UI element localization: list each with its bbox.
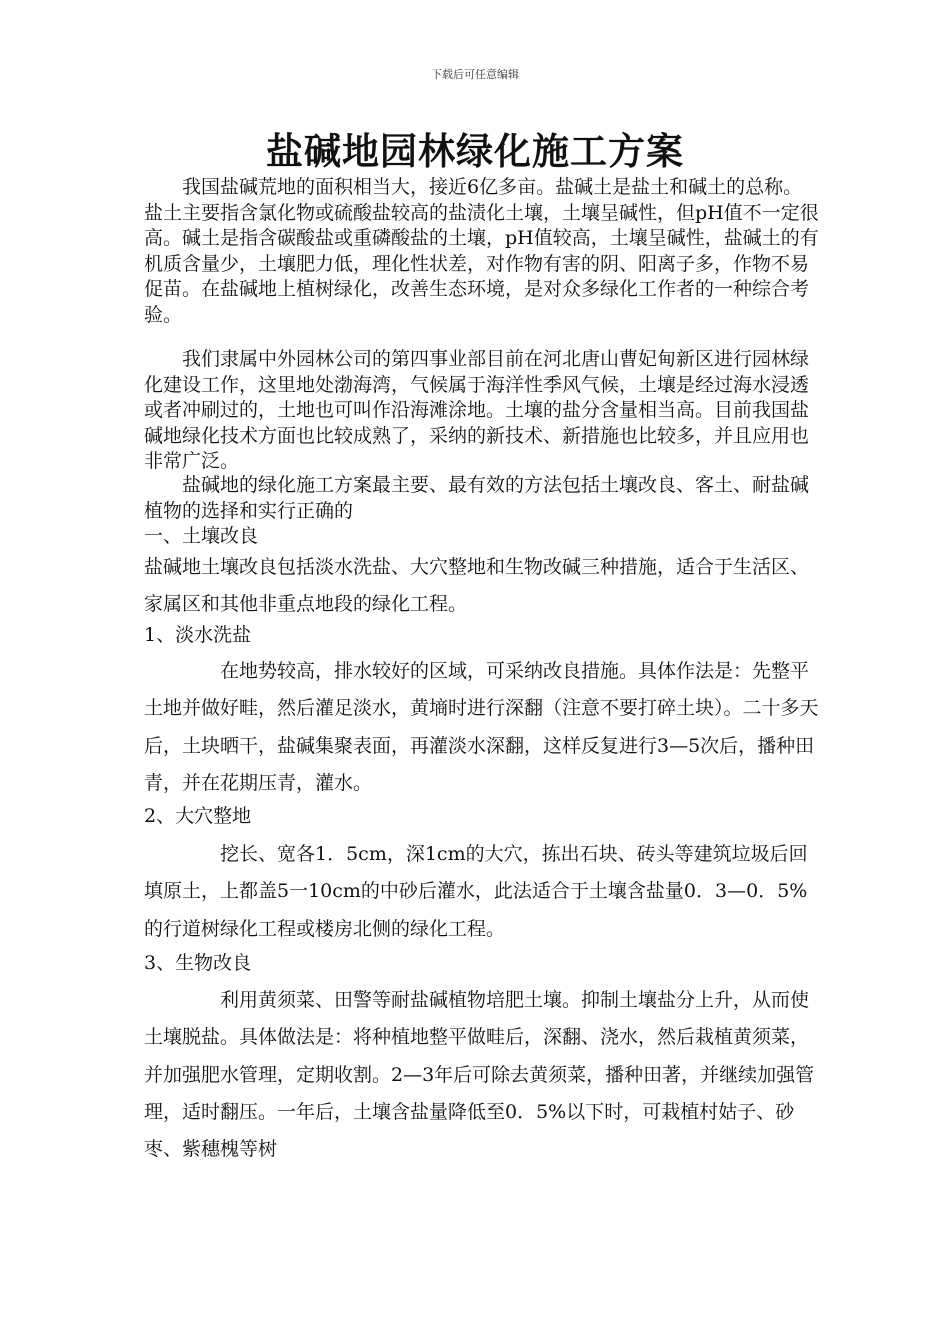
paragraph-large-pit: 挖长、宽各1．5cm，深1cm的大穴，拣出石块、砖头等建筑垃圾后回填原土，上都盖5一10cm的中砂后灌水，此法适合于土壤含盐量0．3—0．5%的行道树绿化工程或楼房北侧的绿化工程。 <box>144 843 808 940</box>
subheading-freshwater-leaching: 1、淡水洗盐 <box>144 624 252 646</box>
paragraph-methods: 盐碱地的绿化施工方案最主要、最有效的方法包括土壤改良、客土、耐盐碱植物的选择和实行正确的 <box>144 474 810 522</box>
subheading-biological-improvement: 3、生物改良 <box>144 952 252 974</box>
subheading-large-pit: 2、大穴整地 <box>144 805 252 827</box>
document-title: 盐碱地园林绿化施工方案 <box>266 129 684 173</box>
paragraph-biological-improvement: 利用黄须菜、田警等耐盐碱植物培肥土壤。抑制土壤盐分上升，从而使土壤脱盐。具体做法是：将种植地整平做畦后，深翻、浇水，然后栽植黄须菜，并加强肥水管理，定期收割。2—3年后可除去黄须菜，播种田著，并继续加强管理，适时翻压。一年后，土壤含盐量降低至0．5%以下时，可栽植村姑子、砂枣、紫穗槐等树 <box>144 989 815 1161</box>
paragraph-soil-improvement: 盐碱地土壤改良包括淡水洗盐、大穴整地和生物改碱三种措施，适合于生活区、家属区和其他非重点地段的绿化工程。 <box>144 556 810 615</box>
section-heading-soil-improvement: 一、土壤改良 <box>144 525 259 547</box>
paragraph-intro: 我国盐碱荒地的面积相当大，接近6亿多亩。盐碱土是盐土和碱土的总称。盐土主要指含氯化物或硫酸盐较高的盐渍化土壤，土壤呈碱性，但pH值不一定很高。碱土是指含碳酸盐或重磷酸盐的土壤，pH值较高，土壤呈碱性，盐碱土的有机质含量少，土壤肥力低，理化性状差，对作物有害的阴、阳离子多，作物不易促苗。在盐碱地上植树绿化，改善生态环境，是对众多绿化工作者的一种综合考验。 <box>144 176 819 326</box>
paragraph-freshwater-leaching: 在地势较高，排水较好的区域，可采纳改良措施。具体作法是：先整平土地并做好畦，然后灌足淡水，黄墒时进行深翻（注意不要打碎土块）。二十多天后，土块晒干，盐碱集聚表面，再灌淡水深翻，这样反复进行3—5次后，播种田青，并在花期压青，灌水。 <box>144 660 819 794</box>
header-note: 下载后可任意编辑 <box>431 68 519 81</box>
paragraph-project: 我们隶属中外园林公司的第四事业部目前在河北唐山曹妃甸新区进行园林绿化建设工作，这里地处渤海湾，气候属于海洋性季风气候，土壤是经过海水浸透或者冲刷过的，土地也可叫作沿海滩涂地。土壤的盐分含量相当高。目前我国盐碱地绿化技术方面也比较成熟了，采纳的新技术、新措施也比较多，并且应用也非常广泛。 <box>144 348 810 473</box>
